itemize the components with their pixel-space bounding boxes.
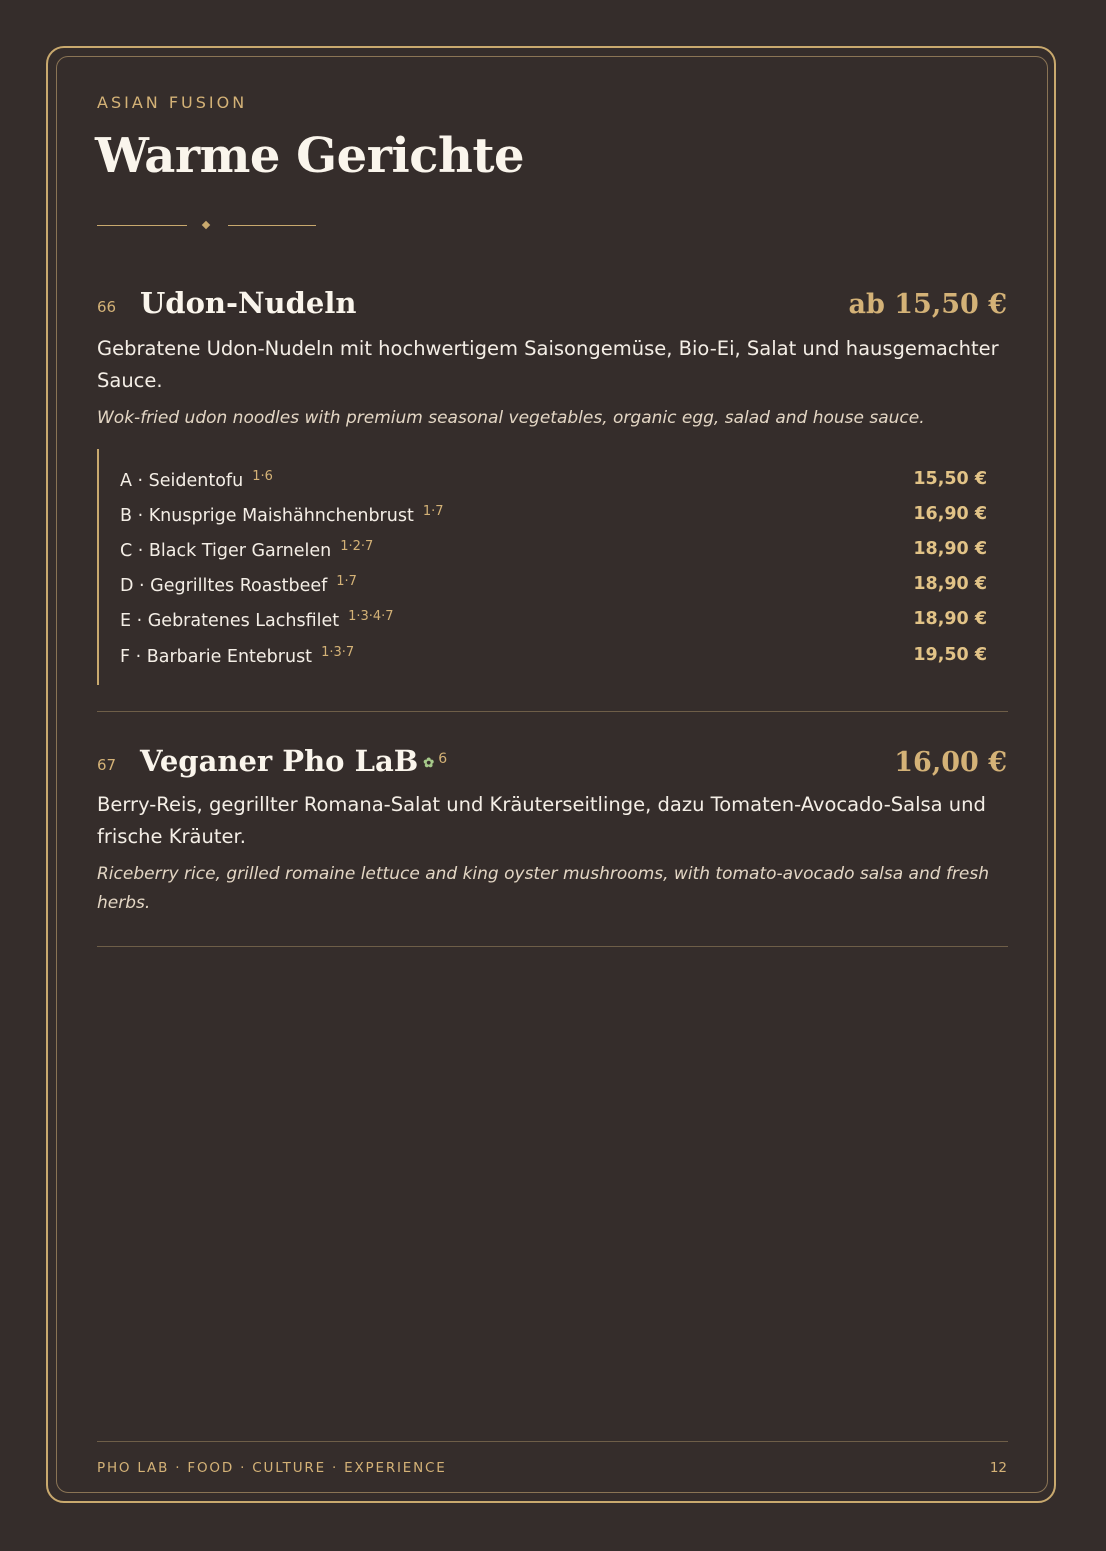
ornament-line-left <box>97 225 187 226</box>
list-item <box>120 570 987 600</box>
section-kicker: ASIAN FUSION <box>97 93 248 112</box>
variant-price: 16,90 € <box>913 504 987 524</box>
variant-allergens: 1·3·4·7 <box>348 609 394 624</box>
variant-allergens: 1·6 <box>252 469 273 484</box>
page-title: Warme Gerichte <box>95 128 525 184</box>
variant-label: F · Barbarie Entebrust <box>120 647 313 667</box>
list-item <box>120 465 987 495</box>
dish-price: 16,00 € <box>894 747 1007 778</box>
variant-label: A · Seidentofu <box>120 471 244 491</box>
variant-price: 15,50 € <box>913 469 987 489</box>
variant-label: B · Knusprige Maishähnchenbrust <box>120 506 414 526</box>
list-item <box>120 641 987 671</box>
ornament-line-right <box>228 225 316 226</box>
list-item <box>120 605 987 635</box>
dish-header-udon <box>97 280 1007 324</box>
dish-number: 67 <box>97 756 117 774</box>
diamond-icon <box>202 221 210 229</box>
page-number: 12 <box>989 1460 1007 1476</box>
section-divider <box>97 946 1008 947</box>
variant-price: 18,90 € <box>913 574 987 594</box>
dish-name: Veganer Pho LaB <box>140 744 419 778</box>
section-divider <box>97 711 1008 712</box>
dish-header-vegan-pho <box>97 738 1007 782</box>
footer-divider <box>97 1441 1008 1442</box>
dish-price: ab 15,50 € <box>848 289 1007 320</box>
list-item <box>120 500 987 530</box>
variant-price: 18,90 € <box>913 609 987 629</box>
dish-description-en: Riceberry rice, grilled romaine lettuce and king oyster mushrooms, with tomato-avocado salsa and fresh herbs. <box>97 864 990 913</box>
dish-description-en: Wok-fried udon noodles with premium seasonal vegetables, organic egg, salad and house sauce. <box>97 408 925 428</box>
title-ornament <box>97 218 319 232</box>
variant-label: E · Gebratenes Lachsfilet <box>120 611 340 631</box>
variant-allergens: 1·7 <box>422 504 444 519</box>
list-item <box>120 535 987 565</box>
dish-name: Udon-Nudeln <box>140 286 357 320</box>
dish-description-de: Gebratene Udon-Nudeln mit hochwertigem Saisongemüse, Bio-Ei, Salat und hausgemachter Sauce. <box>97 337 999 392</box>
variant-allergens: 1·7 <box>336 574 357 589</box>
variant-price: 19,50 € <box>913 645 987 665</box>
variant-label: D · Gegrilltes Roastbeef <box>120 576 328 596</box>
dish-allergens: 6 <box>438 751 448 767</box>
vegan-leaf-icon: ✿ <box>423 755 435 771</box>
variant-allergens: 1·2·7 <box>340 539 374 554</box>
footer-brand-text: PHO LAB · FOOD · CULTURE · EXPERIENCE <box>97 1460 447 1476</box>
variant-allergens: 1·3·7 <box>321 645 355 660</box>
variant-list <box>97 449 987 685</box>
variant-label: C · Black Tiger Garnelen <box>120 541 332 561</box>
dish-description-de: Berry-Reis, gegrillter Romana-Salat und Kräuterseitlinge, dazu Tomaten-Avocado-Salsa und frische Kräuter. <box>97 793 986 848</box>
variant-price: 18,90 € <box>913 539 987 559</box>
dish-number: 66 <box>97 298 117 316</box>
